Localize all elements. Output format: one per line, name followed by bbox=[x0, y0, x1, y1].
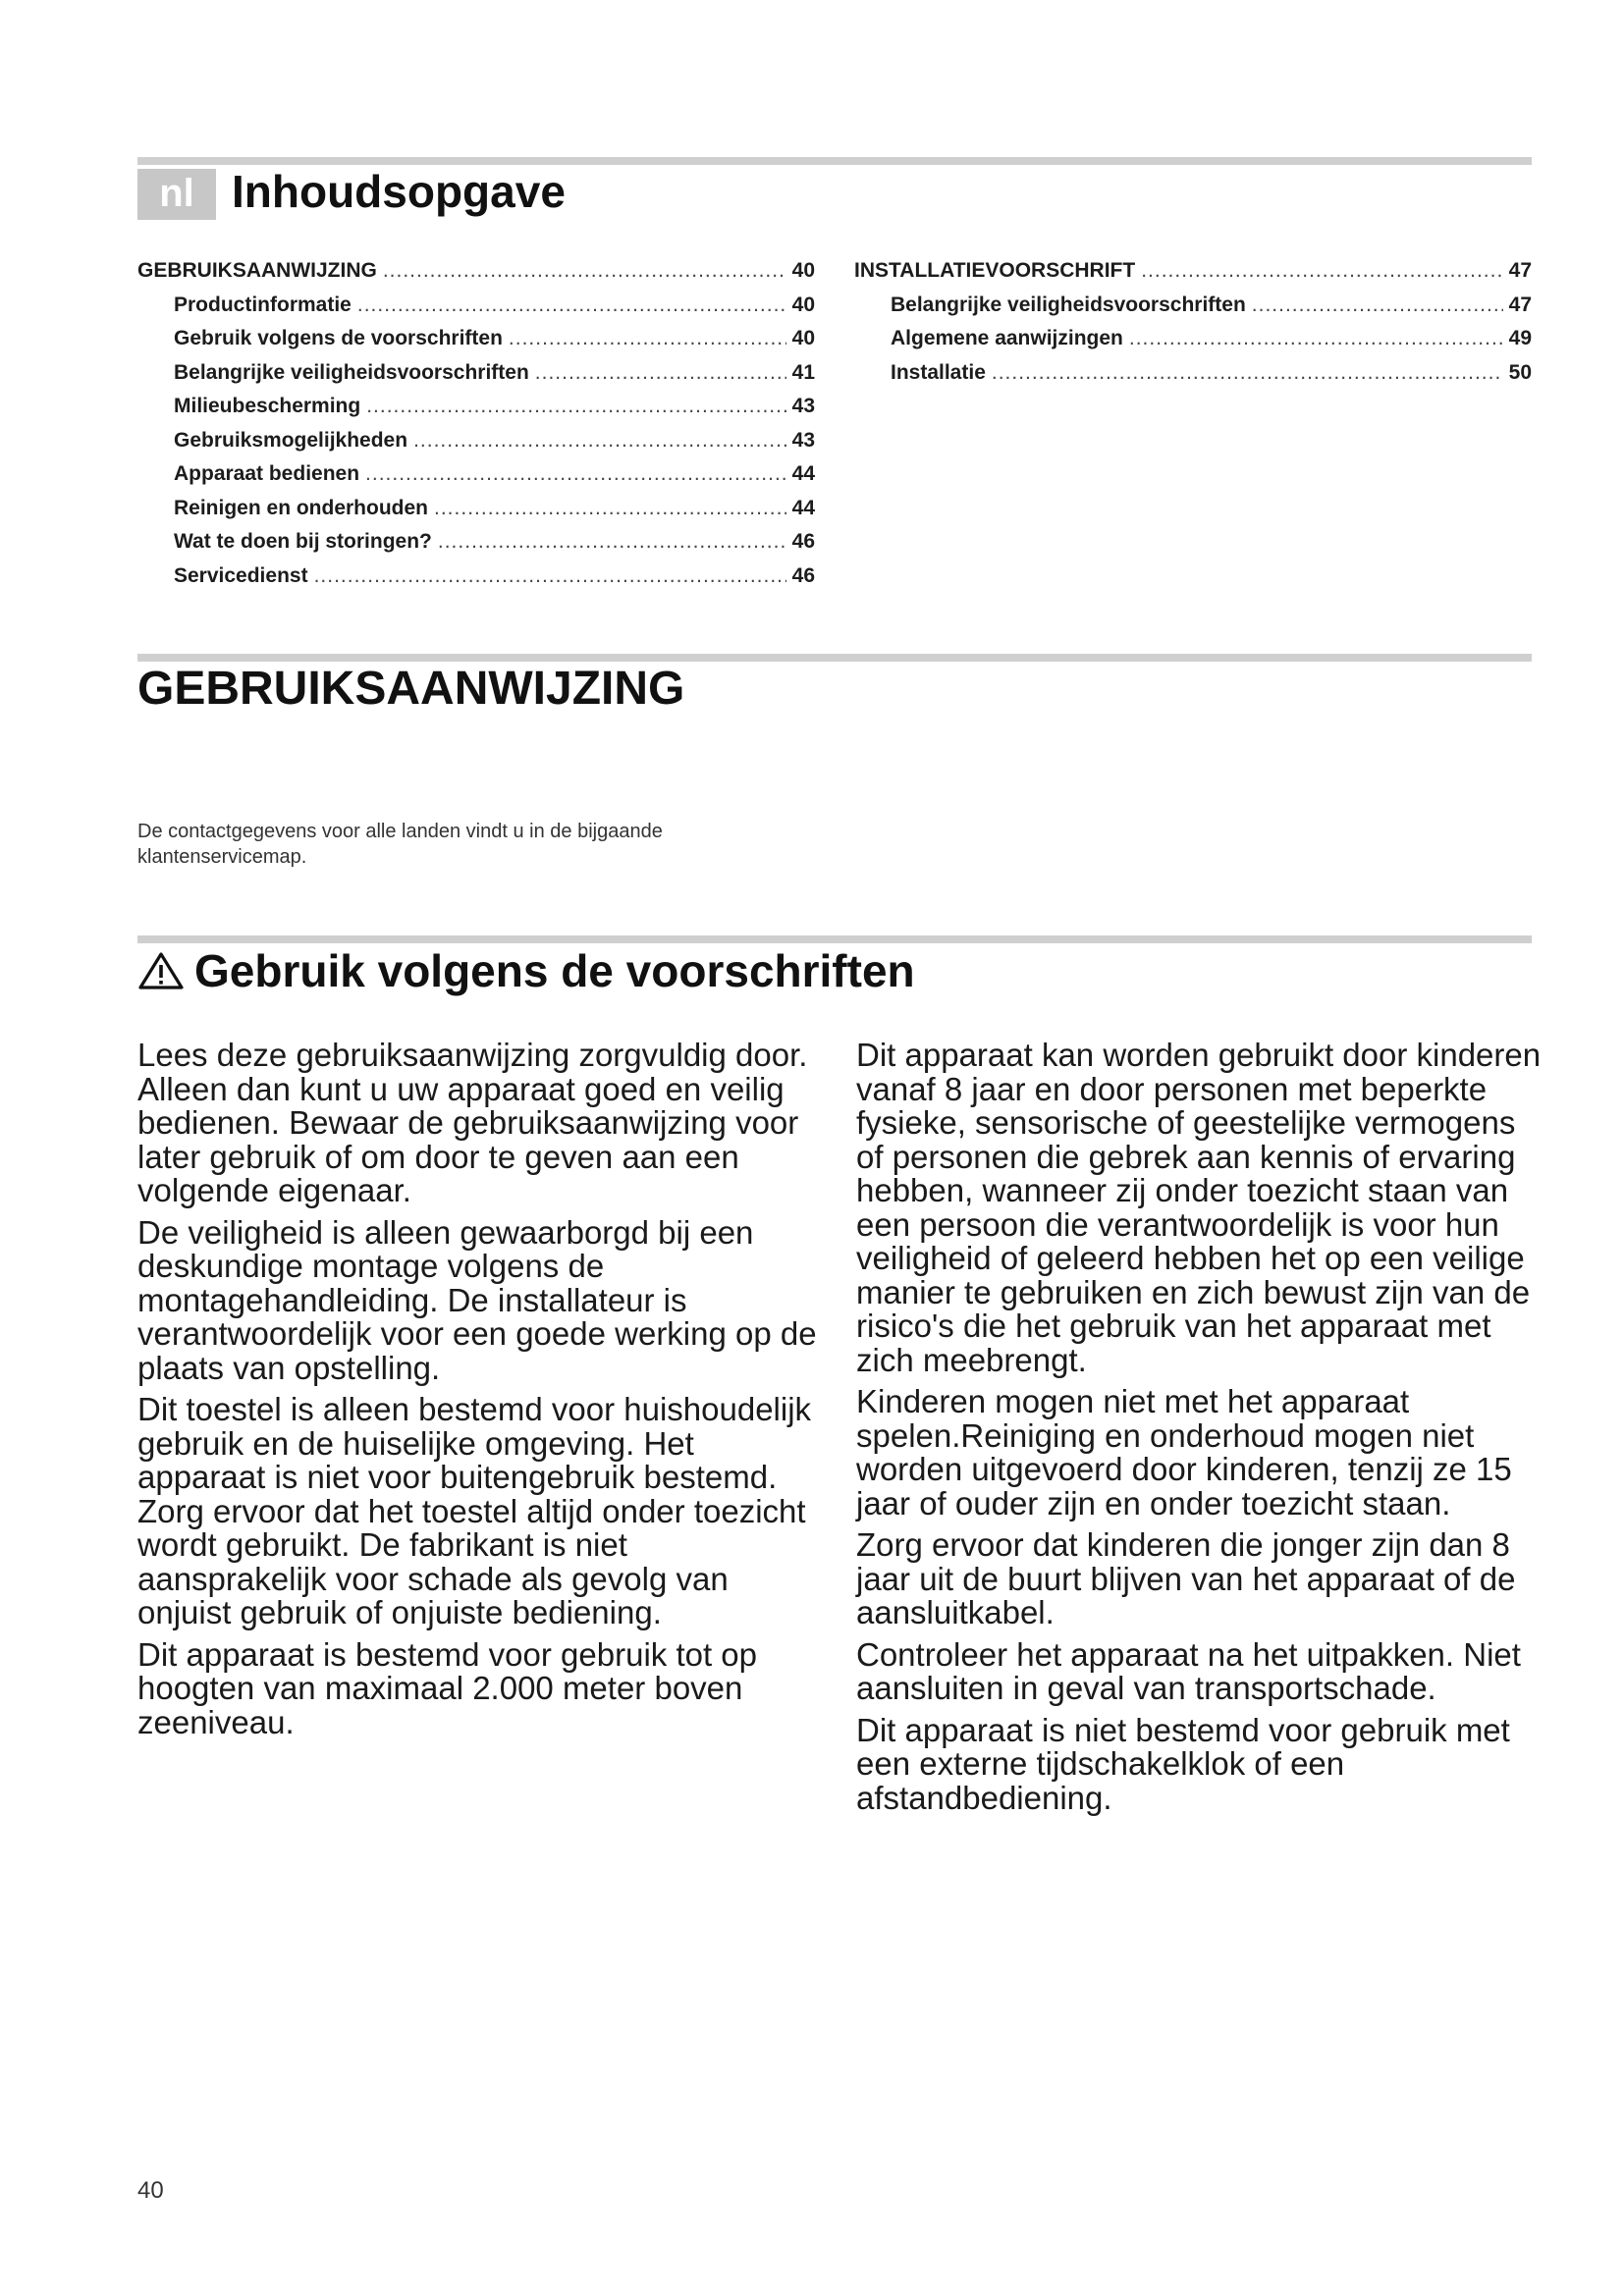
toc-left-column bbox=[137, 259, 815, 598]
toc-leader-dots bbox=[314, 564, 786, 588]
body-paragraph: Lees deze gebruiksaanwijzing zorgvuldig door. Alleen dan kunt u uw apparaat goed en veilig bedienen. Bewaar de gebruiksaanwijzing voor later gebruik of om door te geven aan een volgende eigenaar. bbox=[137, 1037, 808, 1208]
toc-entry-page: 43 bbox=[791, 428, 815, 452]
safety-title-text: Gebruik volgens de voorschriften bbox=[194, 945, 915, 996]
toc-leader-dots bbox=[535, 361, 786, 385]
toc-entry-label: Installatie bbox=[891, 360, 986, 384]
toc-entry bbox=[854, 294, 1532, 328]
body-left-column bbox=[137, 1039, 825, 1747]
toc-entry-label: Milieubescherming bbox=[174, 395, 361, 417]
toc-entry-label: Wat te doen bij storingen? bbox=[174, 530, 432, 553]
toc-entry-label: Gebruiksmogelijkheden bbox=[174, 428, 408, 452]
toc-leader-dots bbox=[357, 294, 786, 317]
toc-entry-label: INSTALLATIEVOORSCHRIFT bbox=[854, 259, 1136, 282]
toc-entry-page: 43 bbox=[791, 395, 815, 417]
toc-entry-page: 49 bbox=[1508, 327, 1532, 349]
toc-entry-page: 40 bbox=[791, 327, 815, 349]
body-paragraph: Controleer het apparaat na het uitpakken. Niet aansluiten in geval van transportschade. bbox=[856, 1635, 1521, 1706]
toc-entry bbox=[137, 429, 815, 463]
toc-entry-label: Servicedienst bbox=[174, 563, 308, 587]
toc-entry bbox=[137, 497, 815, 531]
toc-entry-label: Belangrijke veiligheidsvoorschriften bbox=[174, 360, 529, 384]
toc-entry-page: 50 bbox=[1508, 360, 1532, 384]
toc-title: Inhoudsopgave bbox=[232, 166, 566, 217]
body-paragraph: Kinderen mogen niet met het apparaat spelen.Reiniging en onderhoud mogen niet worden uitgevoerd door kinderen, tenzij ze 15 jaar of ouder zijn en onder toezicht staan. bbox=[856, 1383, 1512, 1522]
toc-entry-label: Productinformatie bbox=[174, 293, 352, 316]
toc-entry-label: GEBRUIKSAANWIJZING bbox=[137, 259, 377, 282]
toc-entry-page: 47 bbox=[1508, 259, 1532, 282]
toc-leader-dots bbox=[434, 497, 786, 520]
toc-entry-page: 44 bbox=[791, 496, 815, 519]
toc-leader-dots bbox=[992, 361, 1503, 385]
toc-entry-label: Gebruik volgens de voorschriften bbox=[174, 327, 503, 349]
toc-leader-dots bbox=[413, 429, 786, 453]
toc-entry bbox=[137, 395, 815, 429]
body-paragraph: Zorg ervoor dat kinderen die jonger zijn dan 8 jaar uit de buurt blijven van het apparaat of de aansluitkabel. bbox=[856, 1526, 1516, 1630]
toc-entry-page: 44 bbox=[791, 462, 815, 485]
toc-leader-dots bbox=[438, 530, 786, 554]
toc-entry-label: Apparaat bedienen bbox=[174, 462, 360, 485]
body-right-column bbox=[856, 1039, 1543, 1823]
toc-divider bbox=[137, 157, 1532, 165]
toc-entry bbox=[137, 564, 815, 599]
toc-entry bbox=[137, 259, 815, 294]
toc-leader-dots bbox=[1252, 294, 1503, 317]
body-paragraph: Dit apparaat is niet bestemd voor gebruik met een externe tijdschakelklok of een afstandbediening. bbox=[856, 1711, 1510, 1816]
toc-entry bbox=[854, 361, 1532, 396]
toc-entry-page: 46 bbox=[791, 530, 815, 553]
section-heading: GEBRUIKSAANWIJZING bbox=[137, 663, 685, 715]
toc-entry-page: 47 bbox=[1508, 293, 1532, 316]
toc-entry-label: Reinigen en onderhouden bbox=[174, 496, 429, 519]
toc-leader-dots bbox=[1129, 327, 1503, 350]
toc-entry bbox=[137, 327, 815, 361]
language-badge: nl bbox=[137, 169, 216, 220]
toc-leader-dots bbox=[509, 327, 786, 350]
body-paragraph: Dit toestel is alleen bestemd voor huishoudelijk gebruik en de huiselijke omgeving. Het apparaat is niet voor buitengebruik bestemd. Zorg ervoor dat het toestel altijd onder toezicht wordt gebruikt. De fabrikant is niet aansprakelijk voor schade als gevolg van onjuist gebruik of onjuiste bediening. bbox=[137, 1391, 812, 1630]
page-number: 40 bbox=[137, 2177, 164, 2204]
toc-entry-page: 41 bbox=[791, 360, 815, 384]
toc-entry bbox=[137, 530, 815, 564]
toc-entry-page: 40 bbox=[791, 293, 815, 316]
toc-entry bbox=[137, 361, 815, 396]
toc-leader-dots bbox=[383, 259, 786, 283]
safety-title bbox=[137, 944, 915, 997]
body-paragraph: Dit apparaat is bestemd voor gebruik tot op hoogten van maximaal 2.000 meter boven zeeniveau. bbox=[137, 1635, 758, 1740]
toc-entry bbox=[854, 259, 1532, 294]
toc-leader-dots bbox=[366, 395, 785, 418]
section-divider bbox=[137, 654, 1532, 662]
toc-entry bbox=[854, 327, 1532, 361]
body-paragraph: De veiligheid is alleen gewaarborgd bij een deskundige montage volgens de montagehandleiding. De installateur is verantwoordelijk voor een goede werking op de plaats van opstelling. bbox=[137, 1213, 817, 1386]
toc-entry-page: 40 bbox=[791, 259, 815, 282]
toc-leader-dots bbox=[365, 462, 786, 486]
toc-entry-page: 46 bbox=[791, 563, 815, 587]
toc-entry bbox=[137, 462, 815, 497]
toc-entry-label: Belangrijke veiligheidsvoorschriften bbox=[891, 293, 1246, 316]
toc-entry-label: Algemene aanwijzingen bbox=[891, 327, 1123, 349]
warning-icon bbox=[137, 951, 185, 990]
safety-divider bbox=[137, 935, 1532, 943]
toc-right-column bbox=[854, 259, 1532, 395]
toc-leader-dots bbox=[1141, 259, 1502, 283]
toc-entry bbox=[137, 294, 815, 328]
body-paragraph: Dit apparaat kan worden gebruikt door kinderen vanaf 8 jaar en door personen met beperkte fysieke, sensorische of geestelijke vermogens of personen die gebrek aan kennis of ervaring hebben, wanneer zij onder toezicht staan van een persoon die verantwoordelijk is voor hun veiligheid of geleerd hebben het op een veilige manier te gebruiken en zich bewust zijn van de risico's die het gebruik van het apparaat met zich meebrengt. bbox=[856, 1037, 1542, 1378]
contact-note: De contactgegevens voor alle landen vindt u in de bijgaande klantenservicemap. bbox=[137, 821, 663, 868]
